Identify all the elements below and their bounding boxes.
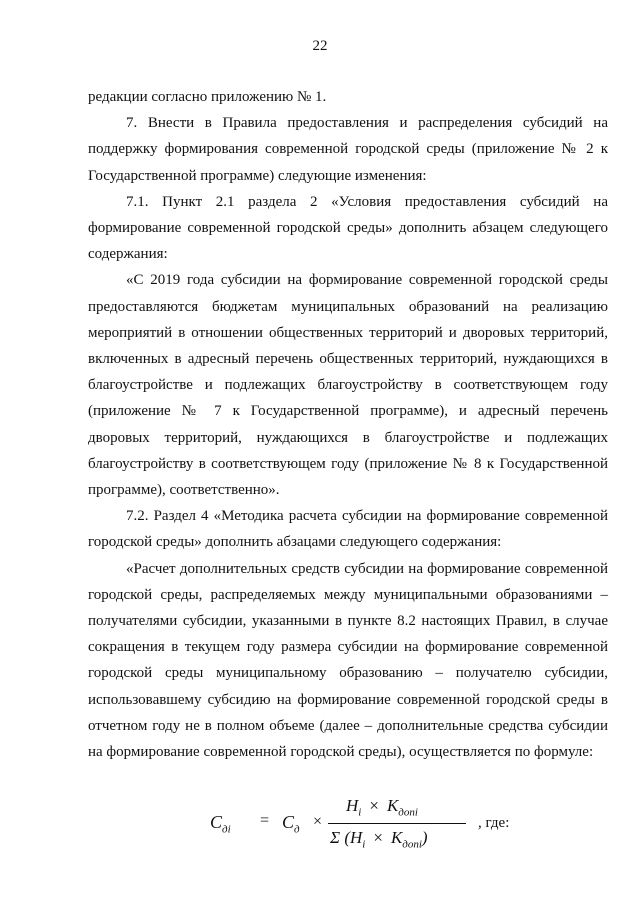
paragraph-item-7-2: 7.2. Раздел 4 «Методика расчета субсидии на формирование современной городской среды» дополнить абзацами следующего содержания: (88, 508, 608, 551)
document-body (88, 84, 608, 765)
formula-cd: $С_д$ (282, 812, 300, 836)
paragraph-item-7-1: 7.1. Пункт 2.1 раздела 2 «Условия предоставления субсидий на формирование современной городской среды» дополнить абзацем следующего содержания: (88, 193, 608, 263)
formula-numerator: $H_i \times K_{допi}$ (346, 796, 418, 819)
paragraph-continuation: редакции согласно приложению № 1. (88, 89, 327, 105)
subsidy-formula (210, 790, 530, 860)
page-number: 22 (312, 38, 328, 54)
formula-times: × (313, 813, 323, 830)
formula-lhs: $С_{дi}$ (210, 812, 231, 836)
paragraph-quote-calculation: «Расчет дополнительных средств субсидии на формирование современной городской среды, распределяемых между муниципальными образованиями – получателями субсидии, указанными в пункте 8.2 настоящих Правил, в случае сокращения в текущем году размера субсидии на формирование современной городской среды муниципальному образованию – получателю субсидии, использовавшему субсидию на формирование современной городской среды в отчетном году не в полном объеме (далее – дополнительные средства субсидии на формирование современной городской среды), осуществляется по формуле: (88, 560, 608, 761)
formula-equals: = (260, 812, 270, 829)
paragraph-quote-2019: «С 2019 года субсидии на формирование современной городской среды предоставляются бюджетам муниципальных образований на реализацию мероприятий в отношении общественных территорий и дворовых территорий, включенных в адресный перечень общественных территорий, нуждающихся в благоустройстве и подлежащих благоустройству в соответствующем году (приложение № 7 к Государственной программе), и адресный перечень дворовых территорий, нуждающихся в благоустройстве и подлежащих благоустройству в соответствующем году (приложение № 8 к Государственной программе), соответственно». (88, 272, 608, 499)
paragraph-item-7: 7. Внести в Правила предоставления и распределения субсидий на поддержку формирования современной городской среды (приложение № 2 к Государственной программе) следующие изменения: (88, 115, 608, 184)
formula-denominator: Σ $(H_i \times K_{допi})$ (330, 828, 428, 851)
formula-where: , где: (478, 815, 510, 831)
fraction-bar (328, 823, 466, 824)
